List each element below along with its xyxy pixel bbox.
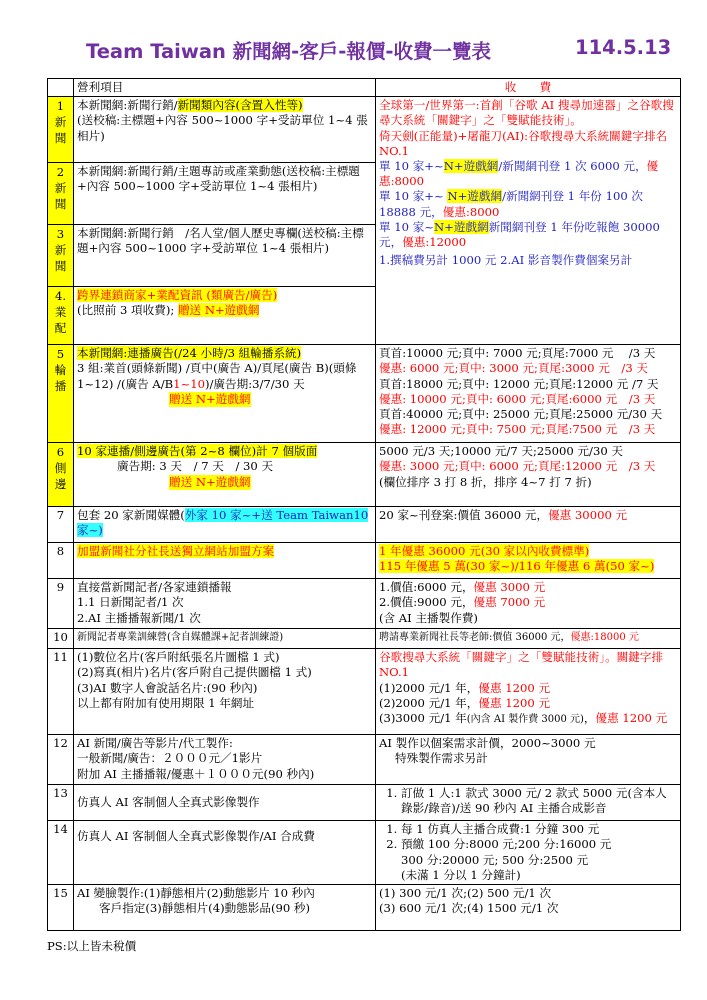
table-row: 6 側 邊 10 家連播/側邊廣告(第 2~8 欄位)計 7 個版面 廣告期: 3 天 / 7 天 / 30 天 贈送 N+遊戲網 5000 元/3 天;10000 元/7 天;25000 元/30 天 優惠: 3000 元;頁中: 6000 元;頁尾:12000 元 /3 天 (欄位排序 3 打 8 折，排序 4~7 打 7 折) bbox=[48, 443, 681, 507]
table-row: 3 新 聞 本新聞網:新聞行銷 /名人堂/個人歷史專欄(送校稿:主標題+內容 500~1000 字+受訪單位 1~4 張相片) bbox=[48, 225, 681, 287]
row-number: 1 新 聞 bbox=[54, 99, 67, 146]
table-row: 11 (1)數位名片(客戶附紙張名片圖檔 1 式) (2)寫真(相片)名片(客戶附自己提供圖檔 1 式) (3)AI 數字人會說話名片:(90 秒內) 以上都有附加有使用期限 1 年網址 谷歌搜尋大系統「關鍵字」之「雙賦能技術」。關鍵字排 NO.1 (1)2000 元/1 年，優惠 1200 元 (2)2000 元/1 年，優惠 1200 元 (3)3000 元/1 年(內含 AI 製作費 3000 元)，優惠 1200 元 bbox=[48, 649, 681, 735]
header bbox=[0, 36, 707, 70]
table-row: 4. 業 配 跨界連鎖商家+業配資訊 (類廣告/廣告) (比照前 3 項收費); 贈送 N+遊戲網 bbox=[48, 287, 681, 345]
header-fee: 收 費 bbox=[376, 79, 681, 97]
row-number: 15 bbox=[48, 885, 74, 931]
table-header-row bbox=[48, 79, 681, 97]
table-row: 1 新 聞 本新聞網:新聞行銷/新聞類內容(含置入性等) (送校稿:主標題+內容 500~1000 字+受訪單位 1~4 張相片) 全球第一/世界第一:首創「谷歌 AI 搜尋加速器」之谷歌搜尋大系統「關鍵字」之「雙賦能技術」。 倚天劍(正能量)+屠龍刀(AI):谷歌搜尋大系統關鍵字排名 NO.1 單 10 家+~N+遊戲網/新聞網刊登 1 次 6000 元，優惠:8000 單 10 家+~ N+遊戲網/新聞網刊登 1 年份 100 次 18888 元，優惠:8000 單 10 家~N+遊戲網新聞網刊登 1 年份吃報飽 30000 元，優惠:12000 1.撰稿費另計 1000 元 2.AI 影音製作費個案另計 bbox=[48, 97, 681, 163]
table-row: 9 直接當新聞記者/各家連鎖播報 1.1 日新聞記者/1 次 2.AI 主播播報新聞/1 次 1.價值:6000 元，優惠 3000 元 2.價值:9000 元，優惠 7000 元 (含 AI 主播製作費) bbox=[48, 579, 681, 629]
row-number: 13 bbox=[48, 785, 74, 821]
row-number: 10 bbox=[48, 629, 74, 649]
row-number: 9 bbox=[48, 579, 74, 629]
table-row: 5 輪 播 本新聞網:連播廣告(/24 小時/3 組輪播系統) 3 組:業首(頭條新聞) /頁中(廣告 A)/頁尾(廣告 B)(頭條 1~12) /(廣告 A/B1~10)/廣告期:3/7/30 天 贈送 N+遊戲網 頁首:10000 元;頁中: 7000 元;頁尾:7000 元 /3 天 優惠: 6000 元;頁中: 3000 元;頁尾:3000 元 /3 天 頁首:18000 元;頁中: 12000 元;頁尾:12000 元 /7 天 優惠: 10000 元;頁中: 6000 元;頁尾:6000 元 /3 天 頁首:40000 元;頁中: 25000 元;頁尾:25000 元/30 天 優惠: 12000 元;頁中: 7500 元;頁尾:7500 元 /3 天 bbox=[48, 345, 681, 443]
row-number: 8 bbox=[48, 543, 74, 579]
row-number: 7 bbox=[48, 507, 74, 543]
table-row: 14 仿真人 AI 客制個人全真式影像製作/AI 合成費 1. 每 1 仿真人主播合成費:1 分鐘 300 元 2. 預繳 100 分:8000 元;200 分:16000 元 300 分:20000 元; 500 分:2500 元 (未滿 1 分以 1 分鐘計) bbox=[48, 821, 681, 885]
table-row: 8 加盟新聞社分社長送獨立網站加盟方案 1 年優惠 36000 元(30 家以內收費標準) 115 年優惠 5 萬(30 家~)/116 年優惠 6 萬(50 家~) bbox=[48, 543, 681, 579]
table-row: 2 新 聞 本新聞網:新聞行銷/主題專訪或產業動態(送校稿:主標題+內容 500~1000 字+受訪單位 1~4 張相片) bbox=[48, 163, 681, 225]
table-row: 13 仿真人 AI 客制個人全真式影像製作 1. 訂做 1 人:1 款式 3000 元/ 2 款式 5000 元(含本人錄影/錄音)/送 90 秒內 AI 主播合成影音 bbox=[48, 785, 681, 821]
row-number: 3 新 聞 bbox=[54, 227, 67, 274]
table-row: 7 包套 20 家新聞媒體(外家 10 家~+送 Team Taiwan10 家~) 20 家~刊登案:價值 36000 元，優惠 30000 元 bbox=[48, 507, 681, 543]
shared-fee-cell: 全球第一/世界第一:首創「谷歌 AI 搜尋加速器」之谷歌搜尋大系統「關鍵字」之「雙賦能技術」。 倚天劍(正能量)+屠龍刀(AI):谷歌搜尋大系統關鍵字排名 NO.1 單 10 家+~N+遊戲網/新聞網刊登 1 次 6000 元，優惠:8000 單 10 家+~ N+遊戲網/新聞網刊登 1 年份 100 次 18888 元，優惠:8000 單 10 家~N+遊戲網新聞網刊登 1 年份吃報飽 30000 元，優惠:12000 1.撰稿費另計 1000 元 2.AI 影音製作費個案另計 bbox=[376, 97, 681, 345]
row-number: 11 bbox=[48, 649, 74, 735]
page-date: 114.5.13 bbox=[575, 36, 672, 59]
table-row: 12 AI 新聞/廣告等影片/代工製作: 一般新聞/廣告：２０００元／1影片 附加 AI 主播播報/優惠＋１０００元(90 秒內) AI 製作以個案需求計價，2000~3000 元 特殊製作需求另計 bbox=[48, 735, 681, 785]
row-number: 6 側 邊 bbox=[54, 445, 67, 492]
table-row: 10 新聞記者專業訓練營(含自媒體課+記者訓練證) 聘請專業新聞社長等老師:價值 36000 元，優惠:18000 元 bbox=[48, 629, 681, 649]
page-title: Team Taiwan 新聞網-客戶-報價-收費一覽表 bbox=[86, 40, 491, 63]
row-number: 12 bbox=[48, 735, 74, 785]
row-number: 5 輪 播 bbox=[54, 347, 67, 394]
table-row: 15 AI 變臉製作:(1)靜態相片(2)動態影片 10 秒內 客戶指定(3)靜態相片(4)動態影品(90 秒) (1) 300 元/1 次;(2) 500 元/1 次 (3) 600 元/1 次;(4) 1500 元/1 次 bbox=[48, 885, 681, 931]
row-number: 4. 業 配 bbox=[54, 289, 67, 336]
footer-note: PS:以上皆未稅價 bbox=[47, 939, 137, 953]
header-item: 營利項目 bbox=[74, 79, 376, 97]
row-number: 2 新 聞 bbox=[54, 165, 67, 212]
row-number: 14 bbox=[48, 821, 74, 885]
price-table bbox=[47, 78, 681, 931]
